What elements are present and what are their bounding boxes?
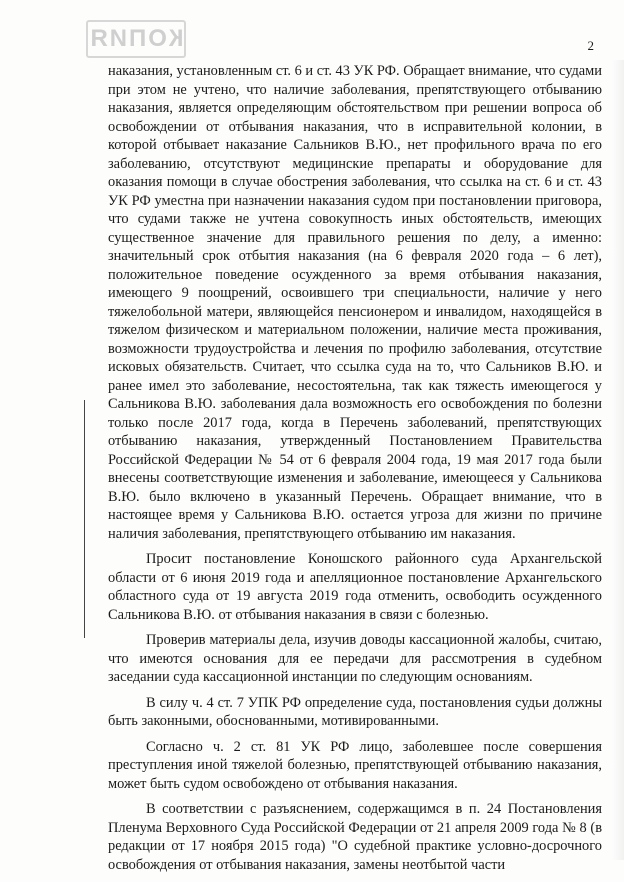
copy-stamp: КОПИЯ — [86, 20, 186, 58]
document-body — [108, 62, 602, 874]
paragraph-4: В силу ч. 4 ст. 7 УПК РФ определение суда, постановления судьи должны быть законными, обоснованными, мотивированными. — [108, 694, 602, 729]
paragraph-6: В соответствии с разъяснением, содержащимся в п. 24 Постановления Пленума Верховного Суда Российской Федерации от 21 апреля 2009 года № 8 (в редакции от 17 ноября 2015 года) "О судебной практике условно-досрочного освобождения от отбывания наказания, замены неотбытой части — [108, 801, 602, 873]
margin-mark — [84, 400, 85, 638]
paragraph-2: Просит постановление Коношского районного суда Архангельской области от 6 июня 2019 года и апелляционное постановление Архангельского областного суда от 19 августа 2019 года отменить, освободить осужденного Сальникова В.Ю. от отбывания наказания в связи с болезнью. — [108, 551, 602, 623]
page-number: 2 — [587, 38, 594, 53]
paragraph-1: наказания, установленным ст. 6 и ст. 43 УК РФ. Обращает внимание, что судами при этом не учтено, что наличие заболевания, препятствующего отбыванию наказания, является определяющим обстоятельством при решении вопроса об освобождении от отбывания наказания, что в исправительной колонии, в которой отбывает наказание Сальников В.Ю., нет профильного врача по его заболеванию, отсутствуют медицинские препараты и оборудование для оказания помощи в случае обострения заболевания, что ссылка на ст. 6 и ст. 43 УК РФ уместна при назначении наказания судом при постановлении приговора, что судами также не учтена совокупность иных обстоятельств, имеющих существенное значение для правильного решения по делу, а именно: значительный срок отбытия наказания (на 6 февраля 2020 года – 6 лет), положительное поведение осужденного за время отбывания наказания, имеющего 9 поощрений, освоившего три специальности, наличие у него тяжелобольной матери, являющейся пенсионером и инвалидом, находящейся в тяжелом физическом и материальном положении, наличие места проживания, возможности трудоустройства и лечения по профилю заболевания, отсутствие исковых обязательств. Считает, что ссылка суда на то, что Сальников В.Ю. и ранее имел это заболевание, несостоятельна, так как тяжесть имеющегося у Сальникова В.Ю. заболевания дала возможность его освобождения по болезни только после 2017 года, когда в Перечень заболеваний, препятствующих отбыванию наказания, утвержденный Постановлением Правительства Российской Федерации № 54 от 6 февраля 2004 года, 19 мая 2017 года были внесены соответствующие изменения и заболевание, имеющееся у Сальникова В.Ю. было включено в указанный Перечень. Обращает внимание, что в настоящее время у Сальникова В.Ю. остается угроза для жизни по причине наличия заболевания, препятствующего отбыванию им наказания. — [108, 63, 602, 542]
paragraph-3: Проверив материалы дела, изучив доводы кассационной жалобы, считаю, что имеются основания для ее передачи для рассмотрения в судебном заседании суда кассационной инстанции по следующим основаниям. — [108, 632, 602, 685]
scan-edge-shadow — [612, 60, 624, 860]
paragraph-5: Согласно ч. 2 ст. 81 УК РФ лицо, заболевшее после совершения преступления иной тяжелой болезнью, препятствующей отбыванию наказания, может быть судом освобождено от отбывания наказания. — [108, 738, 602, 792]
